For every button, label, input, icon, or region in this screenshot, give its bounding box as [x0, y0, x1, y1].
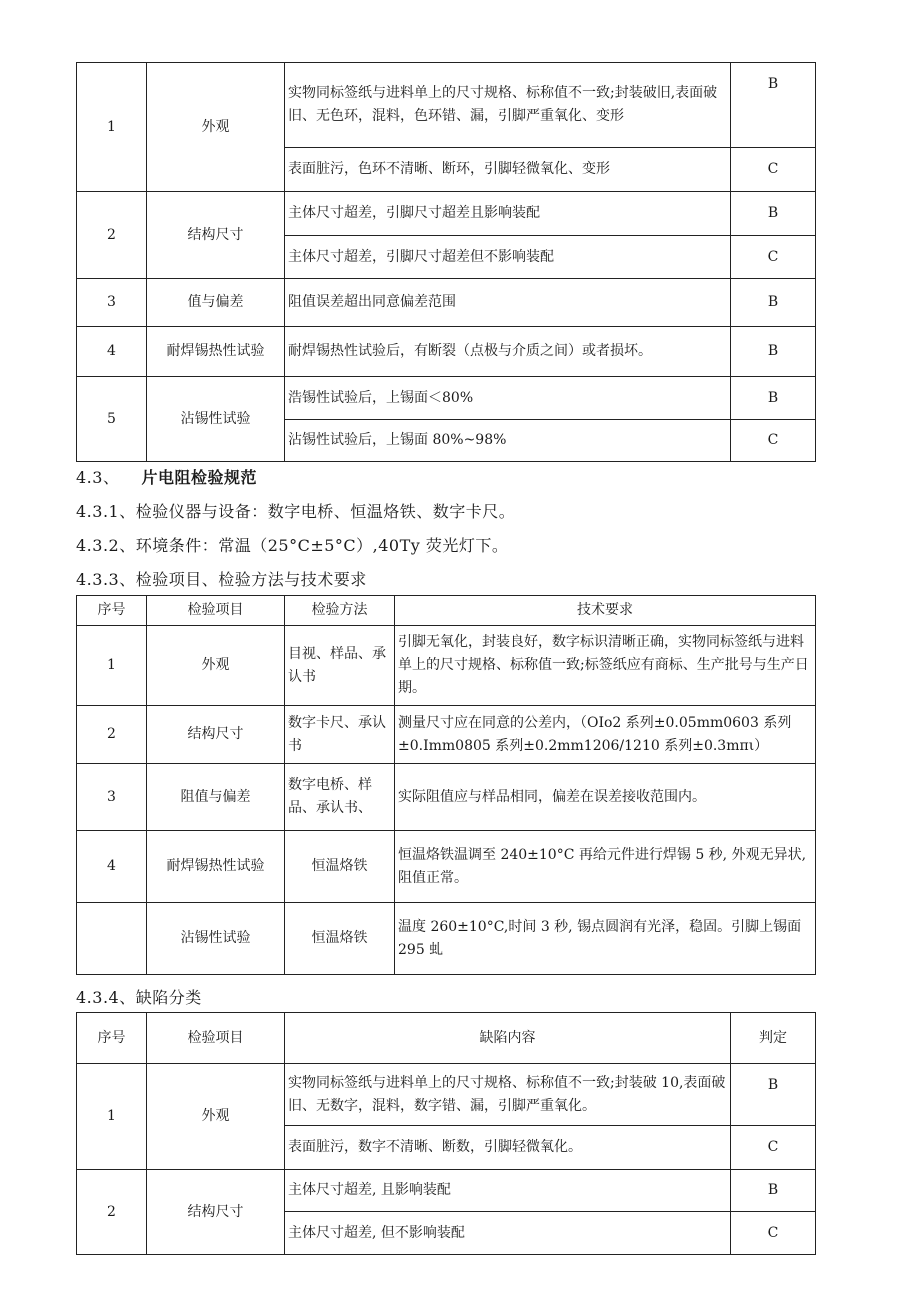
section-heading-4-3-3	[76, 570, 367, 590]
row-number: 2	[77, 1170, 147, 1255]
inspection-method: 恒温烙铁	[285, 831, 395, 903]
inspection-method: 数字卡尺、承认书	[285, 706, 395, 764]
row-number: 1	[77, 626, 147, 706]
defect-grade: B	[731, 1064, 816, 1126]
row-number: 4	[77, 831, 147, 903]
defect-grade: C	[731, 148, 816, 192]
inspection-item: 结构尺寸	[147, 192, 285, 279]
row-number: 2	[77, 706, 147, 764]
inspection-item: 值与偏差	[147, 279, 285, 327]
defect-grade: B	[731, 327, 816, 377]
section-title: 片电阻检验规范	[141, 468, 257, 487]
table-row	[77, 1064, 816, 1126]
table-row	[77, 1170, 816, 1212]
technical-requirement: 恒温烙铁温调至 240±10°C 再给元件进行焊锡 5 秒, 外观无异状, 阻值正常。	[395, 831, 816, 903]
row-number	[77, 903, 147, 975]
defect-content: 表面脏污，色环不清晰、断环，引脚轻微氧化、变形	[285, 148, 731, 192]
section-text: 环境条件：常温（25°C±5°C）,40Ty 荧光灯下。	[135, 536, 509, 555]
section-number: 4.3.3、	[76, 570, 136, 589]
inspection-item: 外观	[147, 63, 285, 192]
defect-content: 主体尺寸超差，引脚尺寸超差但不影响装配	[285, 236, 731, 279]
table-header-row	[77, 1013, 816, 1064]
column-header: 检验项目	[147, 1013, 285, 1064]
defect-content: 主体尺寸超差，引脚尺寸超差且影响装配	[285, 192, 731, 236]
table-row	[77, 903, 816, 975]
section-heading-4-3-1	[76, 502, 515, 522]
inspection-item: 外观	[147, 1064, 285, 1170]
column-header: 缺陷内容	[285, 1013, 731, 1064]
section-heading-4-3	[76, 468, 257, 488]
defect-grade: C	[731, 1126, 816, 1170]
table-row	[77, 706, 816, 764]
row-number: 1	[77, 63, 147, 192]
defect-grade: C	[731, 420, 816, 462]
column-header: 检验项目	[147, 596, 285, 626]
inspection-method: 目视、样品、承认书	[285, 626, 395, 706]
defect-grade: B	[731, 279, 816, 327]
section-number: 4.3、	[76, 468, 120, 487]
column-header: 技术要求	[395, 596, 816, 626]
defect-grade: B	[731, 63, 816, 148]
column-header: 序号	[77, 1013, 147, 1064]
table-row	[77, 192, 816, 236]
table-row	[77, 764, 816, 831]
row-number: 1	[77, 1064, 147, 1170]
defect-grade: B	[731, 192, 816, 236]
defect-grade: B	[731, 377, 816, 420]
section-number: 4.3.4、	[76, 988, 136, 1007]
defect-table-resistor	[76, 62, 816, 462]
defect-content: 阻值误差超出同意偏差范围	[285, 279, 731, 327]
column-header: 判定	[731, 1013, 816, 1064]
table-row	[77, 279, 816, 327]
section-heading-4-3-4	[76, 988, 202, 1008]
table-row	[77, 63, 816, 148]
defect-content: 实物同标签纸与进料单上的尺寸规格、标称值不一致;封装破旧,表面破旧、无色环，混料，色环错、漏，引脚严重氧化、变形	[285, 63, 731, 148]
column-header: 序号	[77, 596, 147, 626]
defect-classification-table	[76, 1012, 816, 1255]
table-header-row	[77, 596, 816, 626]
column-header: 检验方法	[285, 596, 395, 626]
defect-grade: C	[731, 236, 816, 279]
section-text: 检验项目、检验方法与技术要求	[135, 570, 367, 589]
section-number: 4.3.2、	[76, 536, 136, 555]
inspection-item: 阻值与偏差	[147, 764, 285, 831]
row-number: 3	[77, 279, 147, 327]
row-number: 5	[77, 377, 147, 462]
table-row	[77, 327, 816, 377]
section-text: 检验仪器与设备：数字电桥、恒温烙铁、数字卡尺。	[135, 502, 516, 521]
technical-requirement: 测量尺寸应在同意的公差内，（OIo2 系列±0.05mm0603 系列±0.Imm0805 系列±0.2mm1206/1210 系列±0.3mπι）	[395, 706, 816, 764]
row-number: 4	[77, 327, 147, 377]
inspection-item: 耐焊锡热性试验	[147, 327, 285, 377]
section-text: 缺陷分类	[135, 988, 202, 1007]
inspection-item: 外观	[147, 626, 285, 706]
inspection-item: 结构尺寸	[147, 1170, 285, 1255]
table-row	[77, 626, 816, 706]
technical-requirement: 引脚无氧化，封装良好，数字标识清晰正确，实物同标签纸与进料单上的尺寸规格、标称值一致;标签纸应有商标、生产批号与生产日期。	[395, 626, 816, 706]
section-number: 4.3.1、	[76, 502, 136, 521]
inspection-item: 沾锡性试验	[147, 377, 285, 462]
technical-requirement: 温度 260±10°C,时间 3 秒, 锡点圆润有光泽，稳固。引脚上锡面 295 虬	[395, 903, 816, 975]
defect-content: 实物同标签纸与进料单上的尺寸规格、标称值不一致;封装破 10,表面破旧、无数字，混料，数字错、漏，引脚严重氧化。	[285, 1064, 731, 1126]
technical-requirement: 实际阻值应与样品相同，偏差在误差接收范围内。	[395, 764, 816, 831]
inspection-method: 恒温烙铁	[285, 903, 395, 975]
defect-grade: B	[731, 1170, 816, 1212]
defect-content: 主体尺寸超差, 且影响装配	[285, 1170, 731, 1212]
defect-content: 表面脏污，数字不清晰、断数，引脚轻微氧化。	[285, 1126, 731, 1170]
row-number: 3	[77, 764, 147, 831]
defect-content: 主体尺寸超差, 但不影响装配	[285, 1212, 731, 1255]
inspection-item: 耐焊锡热性试验	[147, 831, 285, 903]
defect-content: 耐焊锡热性试验后，有断裂（点极与介质之间）或者损坏。	[285, 327, 731, 377]
table-row	[77, 377, 816, 420]
row-number: 2	[77, 192, 147, 279]
defect-grade: C	[731, 1212, 816, 1255]
table-row	[77, 831, 816, 903]
section-heading-4-3-2	[76, 536, 508, 556]
defect-content: 浩锡性试验后，上锡面＜80%	[285, 377, 731, 420]
inspection-method-table	[76, 595, 816, 975]
defect-content: 沾锡性试验后，上锡面 80%~98%	[285, 420, 731, 462]
inspection-item: 沾锡性试验	[147, 903, 285, 975]
inspection-item: 结构尺寸	[147, 706, 285, 764]
inspection-method: 数字电桥、样品、承认书、	[285, 764, 395, 831]
